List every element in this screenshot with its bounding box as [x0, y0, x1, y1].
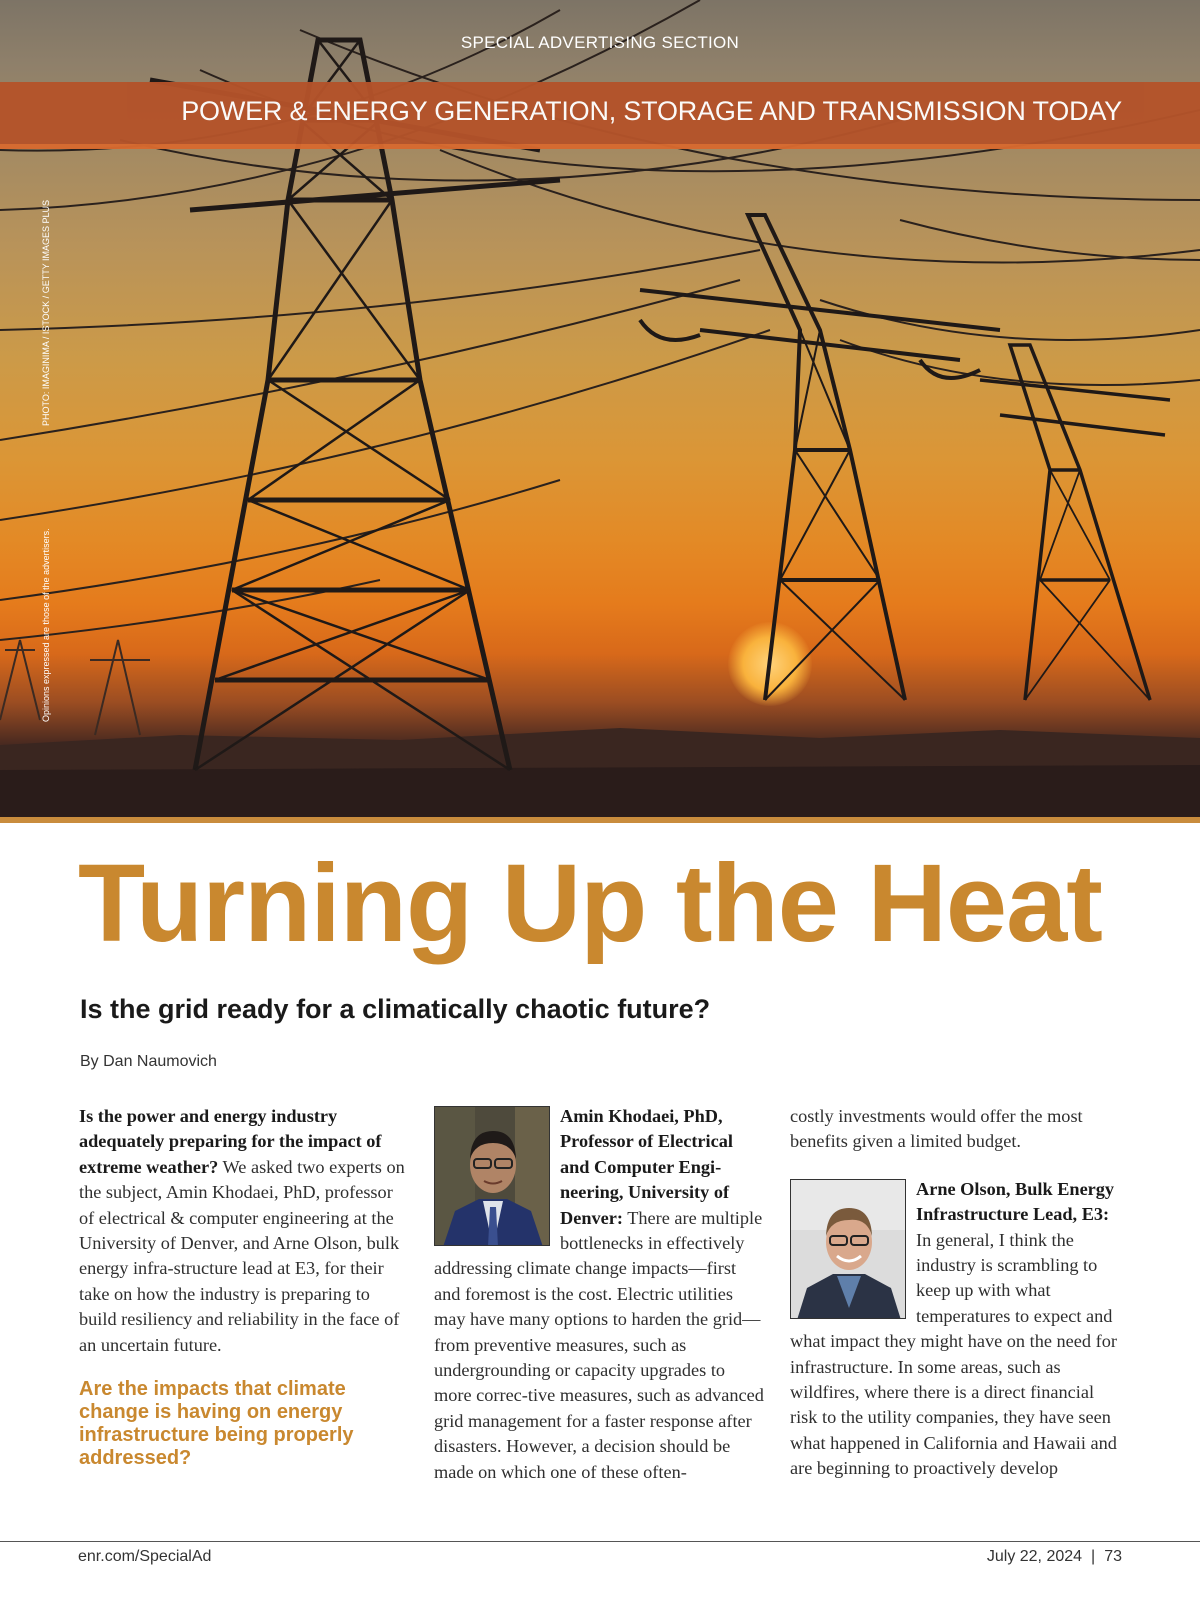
section-kicker: SPECIAL ADVERTISING SECTION [460, 33, 740, 52]
footer-rule [0, 1541, 1200, 1542]
intro-paragraph [79, 1104, 411, 1358]
advertiser-disclaimer: Opinions expressed are those of the advertisers. [41, 528, 51, 722]
article-byline: By Dan Naumovich [80, 1053, 217, 1070]
khodaei-answer-text: There are multiple bottlenecks in effectively addressing climate change impacts—first and foremost is the cost. Electric utilities may have many options to harden the grid—from preventive measures, such as undergrounding or capacity upgrades to more correc-tive measures, such as advanced grid management for a faster response after disasters. However, a decision should be made on which one of these often- [434, 1207, 764, 1482]
footer-url: enr.com/SpecialAd [78, 1548, 212, 1565]
hero-divider [0, 817, 1200, 823]
issue-date: July 22, 2024 [986, 1548, 1083, 1565]
banner-title: POWER & ENERGY GENERATION, STORAGE AND TRANSMISSION TODAY [181, 96, 1122, 126]
khodaei-portrait [434, 1106, 550, 1246]
section-banner [0, 82, 1200, 144]
column-2 [434, 1104, 766, 1485]
column-3 [790, 1104, 1122, 1482]
footer-separator: | [1091, 1548, 1096, 1565]
khodaei-answer-continued: costly investments would offer the most benefits given a limited budget. [790, 1106, 1083, 1152]
intro-text: We asked two experts on the subject, Amin Khodaei, PhD, professor of electrical & computer engineering at the University of Denver, and Arne Olson, bulk energy infra-structure lead at E3, for their take on how the industry is preparing to build resiliency and reliability in the face of an uncertain future. [79, 1156, 405, 1355]
olson-attribution: Arne Olson, Bulk Energy Infrastructure Lead, E3: [916, 1178, 1115, 1225]
question-heading: Are the impacts that climate change is having on energy infrastructure being properly addressed? [79, 1378, 354, 1470]
article-subtitle: Is the grid ready for a climatically chaotic future? [80, 994, 711, 1024]
column-1 [79, 1104, 411, 1470]
intro-lead: Is the power and energy industry adequately preparing for the impact of extreme weather? [79, 1106, 382, 1177]
page-number: 73 [1104, 1548, 1122, 1565]
khodaei-attribution: Amin Khodaei, PhD, Professor of Electrical and Computer Engi-neering, University of Denver: [560, 1106, 733, 1228]
olson-portrait [790, 1179, 906, 1319]
olson-answer-text: In general, I think the industry is scrambling to keep up with what temperatures to expect and what impact they might have on the need for infrastructure. In some areas, such as wildfires, where there is a direct financial risk to the utility companies, they have seen what happened in California and Hawaii and are beginning to proactively develop [790, 1229, 1117, 1479]
article-title: Turning Up the Heat [78, 842, 1102, 965]
photo-credit: PHOTO: IMAGINIMA / ISTOCK / GETTY IMAGES PLUS [41, 199, 51, 426]
footer-date-page [987, 1548, 1122, 1566]
